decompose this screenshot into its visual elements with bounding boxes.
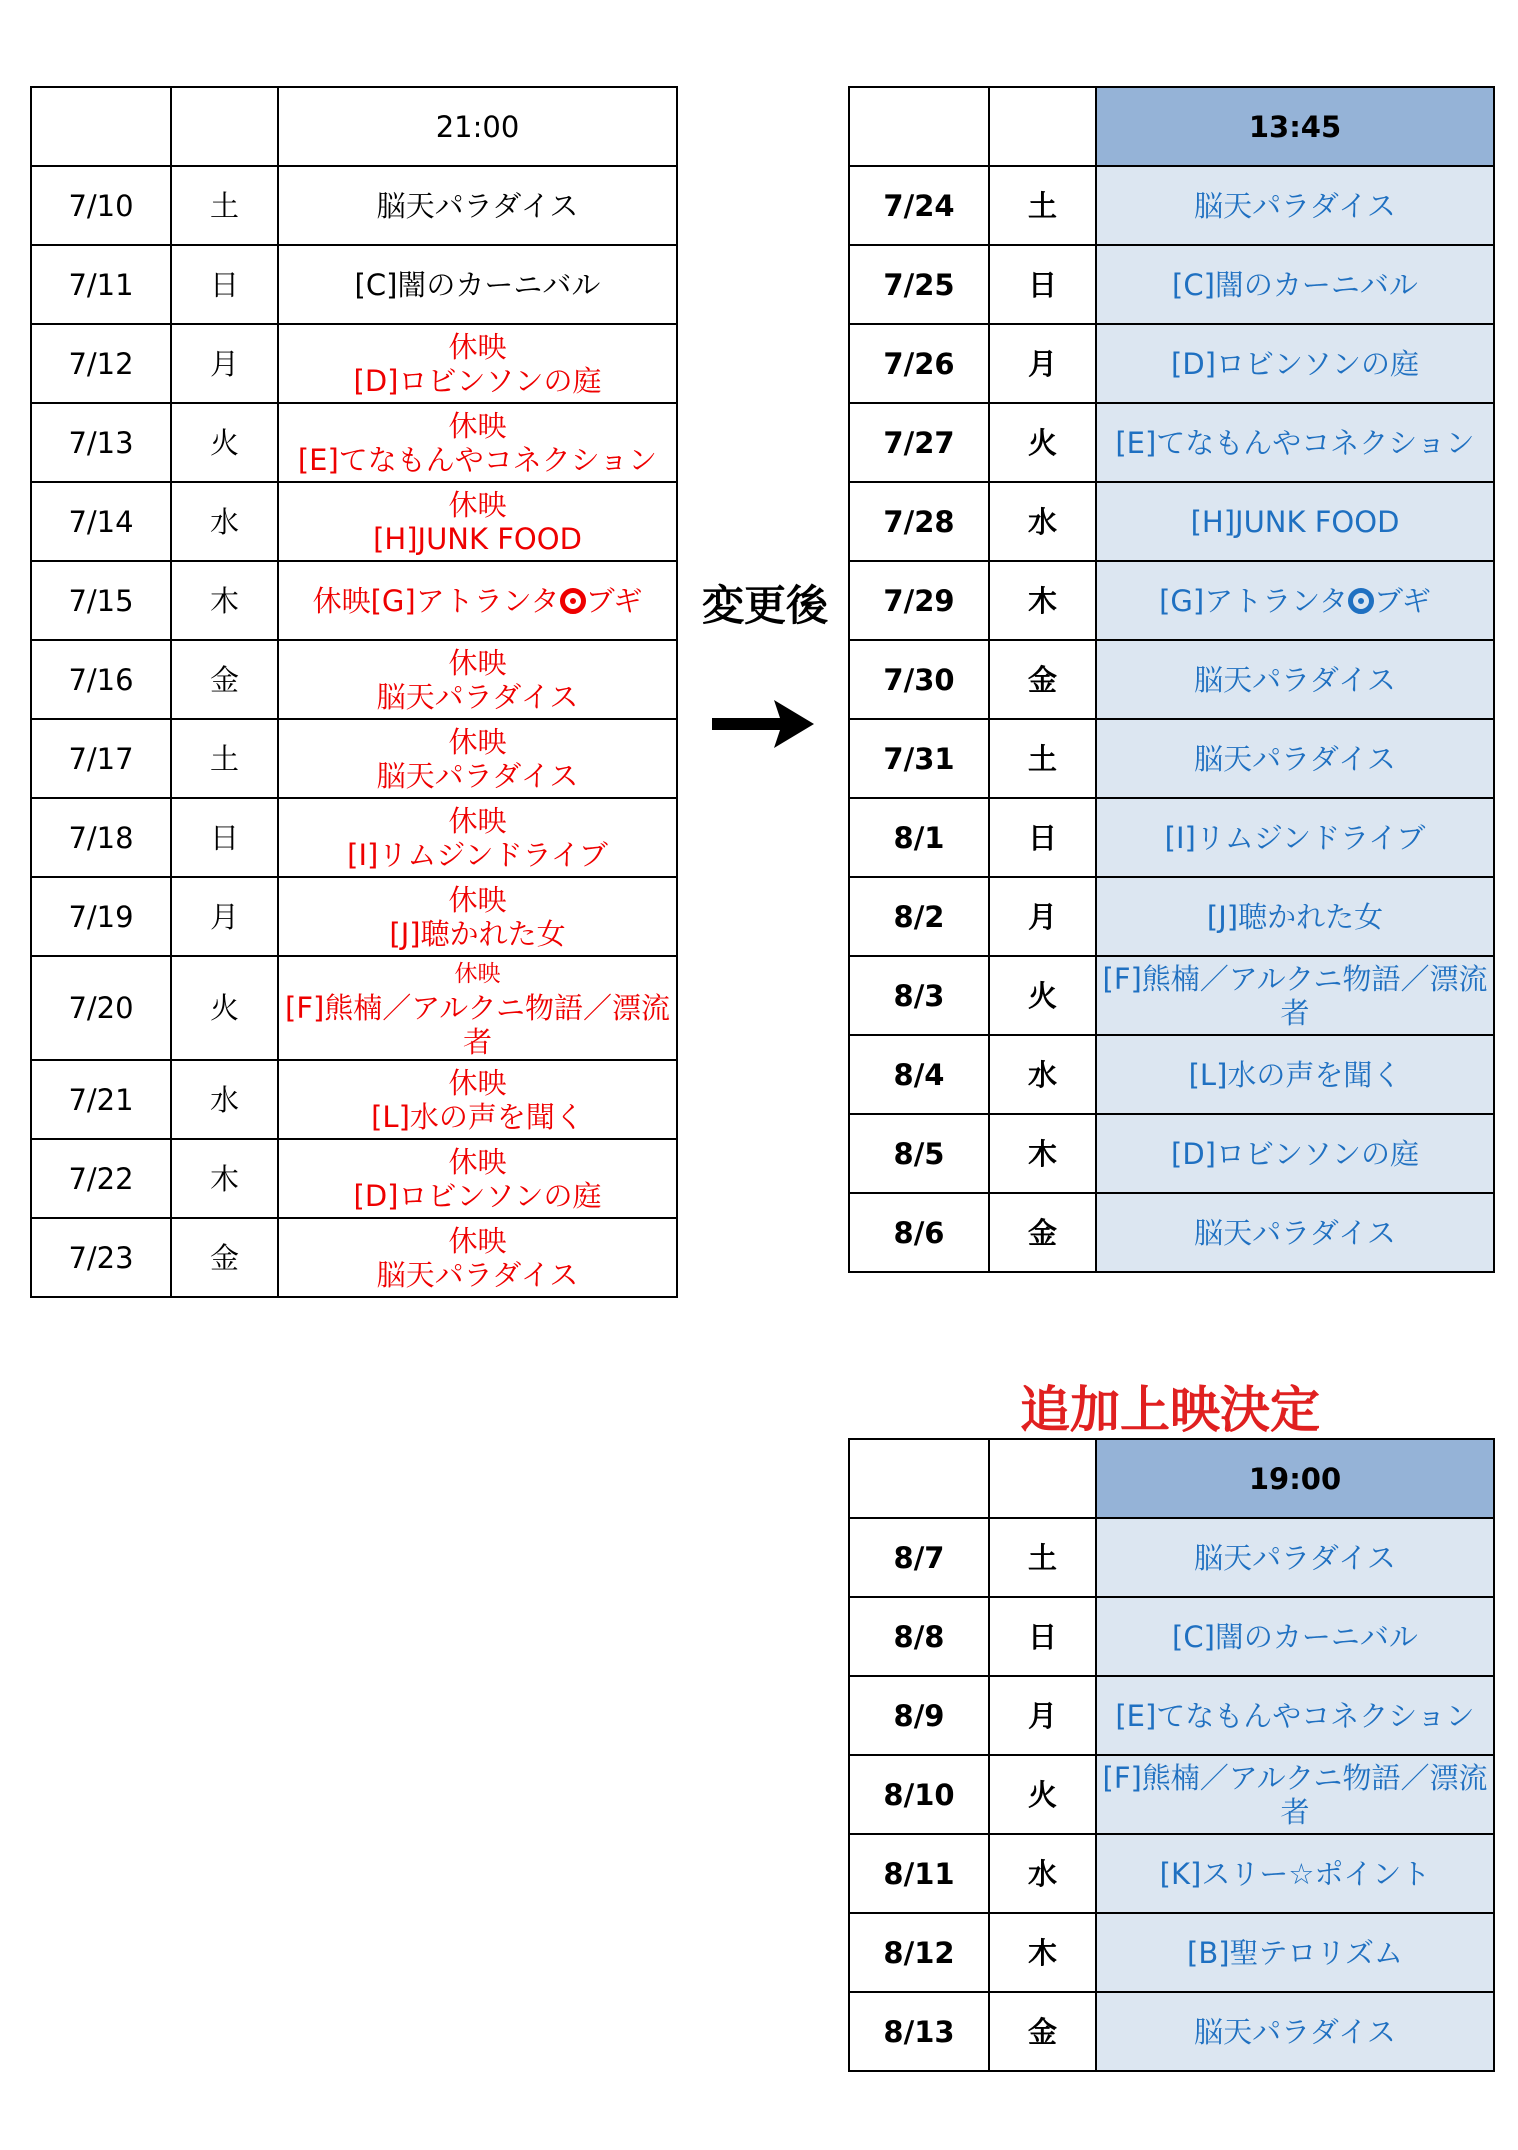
table-row bbox=[849, 1676, 1494, 1755]
table-row bbox=[31, 403, 677, 482]
film-title: [I]リムジンドライブ bbox=[347, 837, 608, 872]
day-cell: 木 bbox=[989, 1114, 1096, 1193]
table-row bbox=[849, 482, 1494, 561]
date-cell: 7/12 bbox=[31, 324, 171, 403]
day-cell: 月 bbox=[171, 877, 278, 956]
table-row bbox=[849, 245, 1494, 324]
day-header-cell bbox=[989, 87, 1096, 166]
day-cell: 水 bbox=[171, 482, 278, 561]
table-header-row bbox=[849, 87, 1494, 166]
closed-label: 休映 bbox=[448, 645, 507, 680]
closed-label: 休映 bbox=[448, 1144, 507, 1179]
day-cell: 水 bbox=[171, 1060, 278, 1139]
day-cell: 水 bbox=[989, 1834, 1096, 1913]
film-cell-closed bbox=[278, 1060, 677, 1139]
film-cell: [J]聴かれた女 bbox=[1096, 877, 1494, 956]
date-cell: 8/12 bbox=[849, 1913, 989, 1992]
day-cell: 土 bbox=[989, 719, 1096, 798]
showtime-header: 21:00 bbox=[278, 87, 677, 166]
date-header-cell bbox=[849, 1439, 989, 1518]
closed-label: 休映 bbox=[448, 487, 507, 522]
film-cell: [H]JUNK FOOD bbox=[1096, 482, 1494, 561]
date-cell: 8/8 bbox=[849, 1597, 989, 1676]
day-cell: 日 bbox=[989, 1597, 1096, 1676]
day-cell: 月 bbox=[171, 324, 278, 403]
film-cell-closed bbox=[278, 877, 677, 956]
table-row bbox=[849, 1755, 1494, 1834]
day-header-cell bbox=[171, 87, 278, 166]
film-cell: 脳天パラダイス bbox=[1096, 1518, 1494, 1597]
typhoon-icon bbox=[1348, 588, 1374, 614]
film-cell: [F]熊楠／アルクニ物語／漂流者 bbox=[1096, 956, 1494, 1035]
film-cell: 脳天パラダイス bbox=[1096, 719, 1494, 798]
date-cell: 8/10 bbox=[849, 1755, 989, 1834]
closed-label: 休映 bbox=[454, 961, 501, 987]
film-cell-closed bbox=[278, 482, 677, 561]
film-cell: [I]リムジンドライブ bbox=[1096, 798, 1494, 877]
film-title-part: ブギ bbox=[1374, 583, 1431, 618]
film-cell-closed bbox=[278, 324, 677, 403]
day-cell: 金 bbox=[171, 640, 278, 719]
day-cell: 水 bbox=[989, 1035, 1096, 1114]
date-cell: 7/27 bbox=[849, 403, 989, 482]
date-cell: 7/24 bbox=[849, 166, 989, 245]
table-row bbox=[849, 798, 1494, 877]
film-cell: [F]熊楠／アルクニ物語／漂流者 bbox=[1096, 1755, 1494, 1834]
day-cell: 火 bbox=[989, 403, 1096, 482]
day-cell: 日 bbox=[989, 798, 1096, 877]
date-cell: 8/4 bbox=[849, 1035, 989, 1114]
film-title: [D]ロビンソンの庭 bbox=[353, 363, 602, 398]
table-row bbox=[31, 640, 677, 719]
date-cell: 7/17 bbox=[31, 719, 171, 798]
date-cell: 7/25 bbox=[849, 245, 989, 324]
right-arrow-icon bbox=[708, 696, 818, 752]
table-row bbox=[849, 956, 1494, 1035]
showtime-header: 19:00 bbox=[1096, 1439, 1494, 1518]
table-row bbox=[849, 561, 1494, 640]
table-row bbox=[31, 1218, 677, 1297]
day-cell: 土 bbox=[989, 166, 1096, 245]
date-cell: 7/15 bbox=[31, 561, 171, 640]
day-cell: 火 bbox=[989, 956, 1096, 1035]
table-row bbox=[31, 482, 677, 561]
closed-label: 休映 bbox=[448, 882, 507, 917]
table-row bbox=[31, 798, 677, 877]
film-cell: [C]闇のカーニバル bbox=[278, 245, 677, 324]
closed-label: 休映 bbox=[448, 724, 507, 759]
film-title: [L]水の声を聞く bbox=[371, 1099, 584, 1134]
date-cell: 7/11 bbox=[31, 245, 171, 324]
film-title: [J]聴かれた女 bbox=[389, 916, 566, 951]
table-row bbox=[849, 1834, 1494, 1913]
date-cell: 7/30 bbox=[849, 640, 989, 719]
film-cell: [E]てなもんやコネクション bbox=[1096, 403, 1494, 482]
day-cell: 月 bbox=[989, 324, 1096, 403]
film-cell: 脳天パラダイス bbox=[1096, 166, 1494, 245]
day-cell: 水 bbox=[989, 482, 1096, 561]
showtime-header: 13:45 bbox=[1096, 87, 1494, 166]
closed-label: 休映 bbox=[448, 408, 507, 443]
table-row bbox=[849, 1992, 1494, 2071]
day-header-cell bbox=[989, 1439, 1096, 1518]
day-cell: 金 bbox=[171, 1218, 278, 1297]
day-cell: 月 bbox=[989, 1676, 1096, 1755]
closed-label: 休映 bbox=[448, 1065, 507, 1100]
table-row bbox=[849, 719, 1494, 798]
typhoon-icon bbox=[560, 588, 586, 614]
table-row bbox=[31, 1060, 677, 1139]
table-header-row bbox=[31, 87, 677, 166]
film-cell-closed bbox=[278, 956, 677, 1060]
film-cell-closed bbox=[278, 640, 677, 719]
date-cell: 8/9 bbox=[849, 1676, 989, 1755]
table-row bbox=[849, 324, 1494, 403]
date-cell: 7/26 bbox=[849, 324, 989, 403]
date-cell: 7/13 bbox=[31, 403, 171, 482]
film-title-part: [G]アトランタ bbox=[1159, 583, 1349, 618]
film-title: [H]JUNK FOOD bbox=[373, 521, 582, 556]
table-row bbox=[31, 561, 677, 640]
film-cell-closed bbox=[278, 403, 677, 482]
day-cell: 土 bbox=[171, 166, 278, 245]
film-cell-closed bbox=[278, 719, 677, 798]
table-row bbox=[31, 1139, 677, 1218]
date-cell: 8/6 bbox=[849, 1193, 989, 1272]
date-cell: 7/14 bbox=[31, 482, 171, 561]
extra-schedule-table bbox=[848, 1438, 1495, 2072]
day-cell: 土 bbox=[989, 1518, 1096, 1597]
table-row bbox=[849, 1035, 1494, 1114]
film-cell: [K]スリー☆ポイント bbox=[1096, 1834, 1494, 1913]
film-title: 脳天パラダイス bbox=[376, 758, 579, 793]
change-label: 変更後 bbox=[701, 581, 828, 630]
film-cell: 脳天パラダイス bbox=[1096, 1992, 1494, 2071]
day-cell: 月 bbox=[989, 877, 1096, 956]
day-cell: 金 bbox=[989, 1992, 1096, 2071]
day-cell: 木 bbox=[171, 561, 278, 640]
date-cell: 8/3 bbox=[849, 956, 989, 1035]
day-cell: 日 bbox=[171, 245, 278, 324]
closed-label: 休映 bbox=[448, 803, 507, 838]
table-row bbox=[31, 324, 677, 403]
table-row bbox=[31, 956, 677, 1060]
date-cell: 7/23 bbox=[31, 1218, 171, 1297]
film-cell: [D]ロビンソンの庭 bbox=[1096, 324, 1494, 403]
date-cell: 8/5 bbox=[849, 1114, 989, 1193]
table-row bbox=[849, 877, 1494, 956]
table-row bbox=[849, 1193, 1494, 1272]
table-row bbox=[849, 640, 1494, 719]
film-title: [F]熊楠／アルクニ物語／漂流者 bbox=[285, 991, 670, 1059]
day-cell: 日 bbox=[171, 798, 278, 877]
day-cell: 金 bbox=[989, 1193, 1096, 1272]
table-row bbox=[31, 719, 677, 798]
film-title-part: ブギ bbox=[585, 583, 643, 618]
table-row bbox=[849, 1518, 1494, 1597]
closed-label: 休映 bbox=[448, 1223, 507, 1258]
closed-label: 休映 bbox=[312, 583, 371, 618]
film-cell-closed bbox=[278, 798, 677, 877]
film-cell: 脳天パラダイス bbox=[1096, 1193, 1494, 1272]
day-cell: 土 bbox=[171, 719, 278, 798]
film-cell-closed bbox=[278, 561, 677, 640]
day-cell: 火 bbox=[171, 403, 278, 482]
film-title: [E]てなもんやコネクション bbox=[297, 442, 658, 477]
date-cell: 7/21 bbox=[31, 1060, 171, 1139]
day-cell: 火 bbox=[989, 1755, 1096, 1834]
day-cell: 火 bbox=[171, 956, 278, 1060]
date-cell: 8/7 bbox=[849, 1518, 989, 1597]
film-title: 脳天パラダイス bbox=[376, 679, 579, 714]
date-cell: 7/18 bbox=[31, 798, 171, 877]
film-cell: [C]闇のカーニバル bbox=[1096, 1597, 1494, 1676]
date-header-cell bbox=[849, 87, 989, 166]
date-cell: 8/11 bbox=[849, 1834, 989, 1913]
date-cell: 7/16 bbox=[31, 640, 171, 719]
table-row bbox=[849, 166, 1494, 245]
date-cell: 7/31 bbox=[849, 719, 989, 798]
film-cell-closed bbox=[278, 1218, 677, 1297]
film-title: [D]ロビンソンの庭 bbox=[353, 1178, 602, 1213]
table-row bbox=[849, 403, 1494, 482]
day-cell: 日 bbox=[989, 245, 1096, 324]
film-cell: [B]聖テロリズム bbox=[1096, 1913, 1494, 1992]
film-title-part: [G]アトランタ bbox=[370, 583, 560, 618]
day-cell: 木 bbox=[989, 1913, 1096, 1992]
day-cell: 金 bbox=[989, 640, 1096, 719]
date-cell: 7/20 bbox=[31, 956, 171, 1060]
film-cell: [E]てなもんやコネクション bbox=[1096, 1676, 1494, 1755]
table-row bbox=[31, 166, 677, 245]
table-row bbox=[849, 1913, 1494, 1992]
table-header-row bbox=[849, 1439, 1494, 1518]
film-cell: [C]闇のカーニバル bbox=[1096, 245, 1494, 324]
date-cell: 7/29 bbox=[849, 561, 989, 640]
date-header-cell bbox=[31, 87, 171, 166]
original-schedule-table bbox=[30, 86, 678, 1298]
film-cell-closed bbox=[278, 1139, 677, 1218]
film-cell bbox=[1096, 561, 1494, 640]
table-row bbox=[849, 1597, 1494, 1676]
table-row bbox=[31, 877, 677, 956]
date-cell: 8/1 bbox=[849, 798, 989, 877]
changed-schedule-table bbox=[848, 86, 1495, 1273]
table-row bbox=[849, 1114, 1494, 1193]
date-cell: 7/19 bbox=[31, 877, 171, 956]
day-cell: 木 bbox=[989, 561, 1096, 640]
film-cell: 脳天パラダイス bbox=[1096, 640, 1494, 719]
film-cell: 脳天パラダイス bbox=[278, 166, 677, 245]
day-cell: 木 bbox=[171, 1139, 278, 1218]
closed-label: 休映 bbox=[448, 329, 507, 364]
extra-screening-heading: 追加上映決定 bbox=[1020, 1381, 1320, 1439]
table-row bbox=[31, 245, 677, 324]
date-cell: 7/28 bbox=[849, 482, 989, 561]
date-cell: 8/13 bbox=[849, 1992, 989, 2071]
film-cell: [D]ロビンソンの庭 bbox=[1096, 1114, 1494, 1193]
date-cell: 7/10 bbox=[31, 166, 171, 245]
date-cell: 8/2 bbox=[849, 877, 989, 956]
film-title: 脳天パラダイス bbox=[376, 1257, 579, 1292]
film-cell: [L]水の声を聞く bbox=[1096, 1035, 1494, 1114]
date-cell: 7/22 bbox=[31, 1139, 171, 1218]
